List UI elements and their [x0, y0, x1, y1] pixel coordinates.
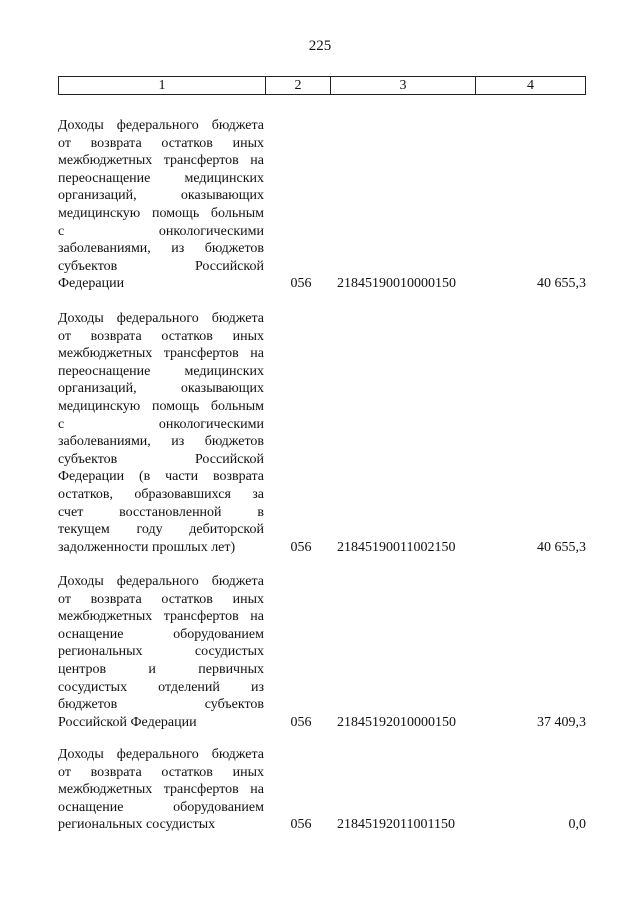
row-amount: 37 409,3 — [537, 715, 586, 730]
description-line: от возврата остатков иных — [58, 764, 264, 780]
row-code: 056 — [290, 817, 312, 832]
table-row — [58, 310, 586, 560]
row-code: 056 — [290, 540, 312, 555]
row-kbk: 21845190010000150 — [337, 276, 456, 291]
description-line: межбюджетных трансфертов на — [58, 782, 264, 798]
description-line: межбюджетных трансфертов на — [58, 346, 264, 362]
description-line: с онкологическими — [58, 416, 264, 432]
description-line: задолженности прошлых лет) — [58, 539, 236, 555]
description-line: бюджетов субъектов — [58, 697, 264, 713]
description-line: переоснащение медицинских — [58, 170, 264, 186]
description-line: межбюджетных трансфертов на — [58, 609, 264, 625]
table-row — [58, 573, 586, 733]
description-line: региональных сосудистых — [58, 817, 216, 833]
description-line: межбюджетных трансфертов на — [58, 153, 264, 169]
description-line: субъектов Российской — [58, 451, 264, 467]
description-line: заболеваниями, из бюджетов — [58, 434, 264, 450]
description-line: Доходы федерального бюджета — [58, 574, 264, 589]
description-line: Федерации — [58, 276, 125, 292]
description-line: от возврата остатков иных — [58, 135, 264, 151]
description-line: текущем году дебиторской — [58, 522, 264, 538]
description-line: организаций, оказывающих — [58, 381, 264, 397]
description-line: Доходы федерального бюджета — [58, 118, 264, 133]
description-line: счет восстановленной в — [58, 504, 264, 520]
row-description — [58, 310, 264, 556]
description-line: оснащение оборудованием — [58, 799, 264, 815]
header-col-4: 4 — [476, 77, 586, 95]
row-amount: 40 655,3 — [537, 540, 586, 555]
row-amount: 0,0 — [568, 817, 586, 832]
header-col-3: 3 — [331, 77, 476, 95]
page-number: 225 — [308, 38, 332, 54]
row-kbk: 21845192010000150 — [337, 715, 456, 730]
description-line: региональных сосудистых — [58, 644, 264, 660]
header-col-1: 1 — [59, 77, 266, 95]
header-row — [59, 77, 586, 95]
row-code: 056 — [290, 715, 312, 730]
description-line: сосудистых отделений из — [58, 679, 264, 695]
description-line: переоснащение медицинских — [58, 363, 264, 379]
description-line: субъектов Российской — [58, 258, 264, 274]
description-line: с онкологическими — [58, 223, 264, 239]
description-line: Федерации (в части возврата — [58, 469, 264, 485]
description-line: заболеваниями, из бюджетов — [58, 241, 264, 257]
description-line: организаций, оказывающих — [58, 188, 264, 204]
row-description — [58, 573, 264, 731]
description-line: медицинскую помощь больным — [58, 398, 264, 414]
column-header-table — [58, 76, 586, 95]
description-line: Доходы федерального бюджета — [58, 747, 264, 762]
description-line: от возврата остатков иных — [58, 328, 264, 344]
table-row — [58, 746, 586, 836]
table-row — [58, 117, 586, 297]
row-kbk: 21845192011001150 — [337, 817, 455, 832]
row-description — [58, 746, 264, 834]
row-amount: 40 655,3 — [537, 276, 586, 291]
row-code: 056 — [290, 276, 312, 291]
row-kbk: 21845190011002150 — [337, 540, 456, 555]
header-col-2: 2 — [266, 77, 331, 95]
description-line: центров и первичных — [58, 661, 264, 677]
description-line: медицинскую помощь больным — [58, 205, 264, 221]
description-line: Российской Федерации — [58, 714, 197, 730]
row-description — [58, 117, 264, 293]
description-line: от возврата остатков иных — [58, 591, 264, 607]
description-line: остатков, образовавшихся за — [58, 486, 264, 502]
description-line: Доходы федерального бюджета — [58, 311, 264, 326]
description-line: оснащение оборудованием — [58, 626, 264, 642]
